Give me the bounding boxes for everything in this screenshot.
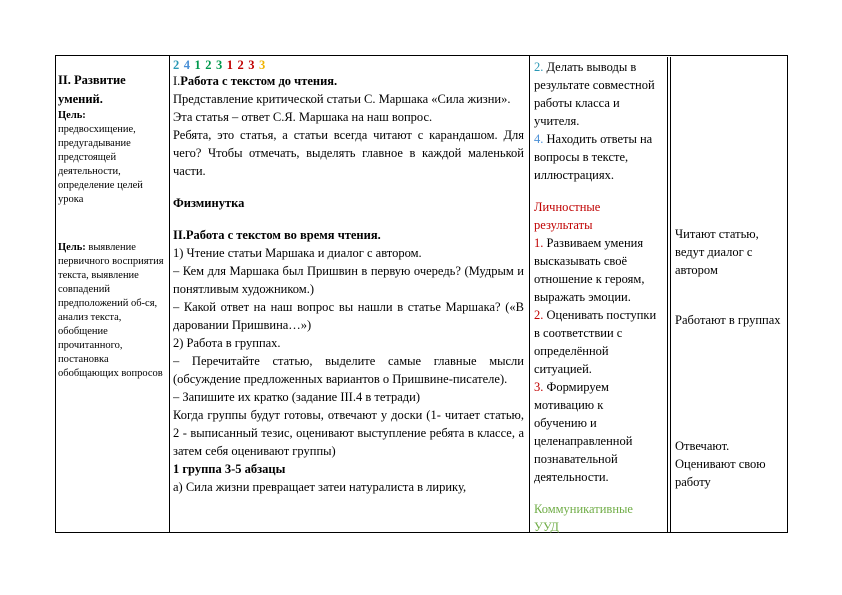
- activity-column: [173, 55, 524, 533]
- outcome-text: Делать выводы в результате совместной работы класса и учителя.: [534, 60, 655, 128]
- column-divider-1: [169, 55, 170, 533]
- outcome-number: 2.: [534, 60, 544, 74]
- outcome-text: Оценивать поступки в соответствии с определённой ситуацией.: [534, 308, 657, 376]
- number-digit: 2: [237, 58, 245, 72]
- stage-1-title: Работа с текстом до чтения.: [180, 74, 338, 88]
- stage-2-heading: II.Работа с текстом во время чтения.: [173, 228, 381, 242]
- outcome-item: [534, 306, 659, 378]
- table-left-border: [55, 55, 56, 533]
- outcomes-column: [534, 55, 659, 533]
- number-digit: 3: [248, 58, 255, 72]
- outcome-number: 3.: [534, 380, 544, 394]
- outcome-item: [534, 234, 659, 306]
- stage-column: [58, 55, 165, 533]
- student-activity: Отвечают. Оценивают свою работу: [675, 439, 766, 489]
- communicative-title: Коммуникативные УУД: [534, 502, 633, 533]
- student-activity: Работают в группах: [675, 313, 781, 327]
- color-numbers: [173, 58, 524, 72]
- outcome-text: Формируем мотивацию к обучению и целенаправленной познавательной деятельности.: [534, 380, 633, 484]
- outcome-number: 4.: [534, 132, 544, 146]
- paragraph: – Перечитайте статью, выделите самые главные мысли (обсуждение предложенных вариантов о Пришвине-писателе).: [173, 354, 524, 386]
- paragraph: – Какой ответ на наш вопрос вы нашли в статье Маршака? («В даровании Пришвина…»): [173, 300, 524, 332]
- stage-1-heading: [173, 72, 524, 90]
- goal-text: предвосхищение, предугадывание предстоящей деятельности, определение целей урока: [58, 124, 143, 205]
- paragraph: – Запишите их кратко (задание III.4 в тетради): [173, 390, 420, 404]
- group-heading: 1 группа 3-5 абзацы: [173, 462, 286, 476]
- table-right-border: [787, 55, 788, 533]
- number-digit: 3: [216, 58, 223, 72]
- fizminutka-heading: Физминутка: [173, 196, 245, 210]
- paragraph: 1) Чтение статьи Маршака и диалог с автором.: [173, 246, 422, 260]
- paragraph: Когда группы будут готовы, отвечают у доски (1- читает статью, 2 - выписанный тезис, оценивают выступление ребята в классе, а затем себя оценивают группы): [173, 408, 524, 458]
- number-digit: 4: [183, 58, 191, 72]
- stage-title: II. Развитие умений.: [58, 73, 126, 106]
- goal-2-text: выявление первичного восприятия текста, выявление совпадений предположений об-ся, анализ текста, обобщение прочитанного, постановка обобщающих вопросов: [58, 242, 164, 379]
- outcome-text: Развиваем умения высказывать своё отношение к героям, выражать эмоции.: [534, 236, 645, 304]
- outcome-item: [534, 58, 659, 130]
- personal-results-title: Личностные результаты: [534, 200, 601, 232]
- student-activity-column: [675, 55, 785, 533]
- column-divider-3b: [670, 57, 671, 533]
- paragraph: 2) Работа в группах.: [173, 336, 281, 350]
- number-digit: 2: [173, 58, 180, 72]
- stage-1-prefix: I.: [173, 74, 181, 88]
- outcome-text: Находить ответы на вопросы в тексте, иллюстрациях.: [534, 132, 653, 182]
- number-digit: 1: [226, 58, 234, 72]
- outcome-number: 1.: [534, 236, 544, 250]
- paragraph: – Кем для Маршака был Пришвин в первую очередь? (Мудрым и понятливым художником.): [173, 264, 524, 296]
- goal-2-label: Цель:: [58, 242, 86, 253]
- paragraph: а) Сила жизни превращает затеи натуралиста в лирику,: [173, 480, 467, 494]
- number-digit: 3: [259, 58, 266, 72]
- outcome-number: 2.: [534, 308, 544, 322]
- lesson-plan-table: [55, 55, 788, 533]
- paragraph: Эта статья – ответ С.Я. Маршака на наш вопрос.: [173, 110, 433, 124]
- outcome-item: [534, 378, 659, 486]
- column-divider-3: [667, 57, 668, 533]
- number-digit: 1: [194, 58, 202, 72]
- paragraph: Представление критической статьи С. Маршака «Сила жизни».: [173, 92, 511, 106]
- goal-label: Цель:: [58, 110, 86, 121]
- number-digit: 2: [205, 58, 212, 72]
- paragraph: Ребята, это статья, а статьи всегда читают с карандашом. Для чего? Чтобы отмечать, выделять главное в каждой маленькой части.: [173, 128, 524, 178]
- column-divider-2: [529, 55, 530, 533]
- goal-2: [58, 241, 165, 381]
- outcome-item: [534, 130, 659, 184]
- student-activity: Читают статью, ведут диалог с автором: [675, 227, 759, 277]
